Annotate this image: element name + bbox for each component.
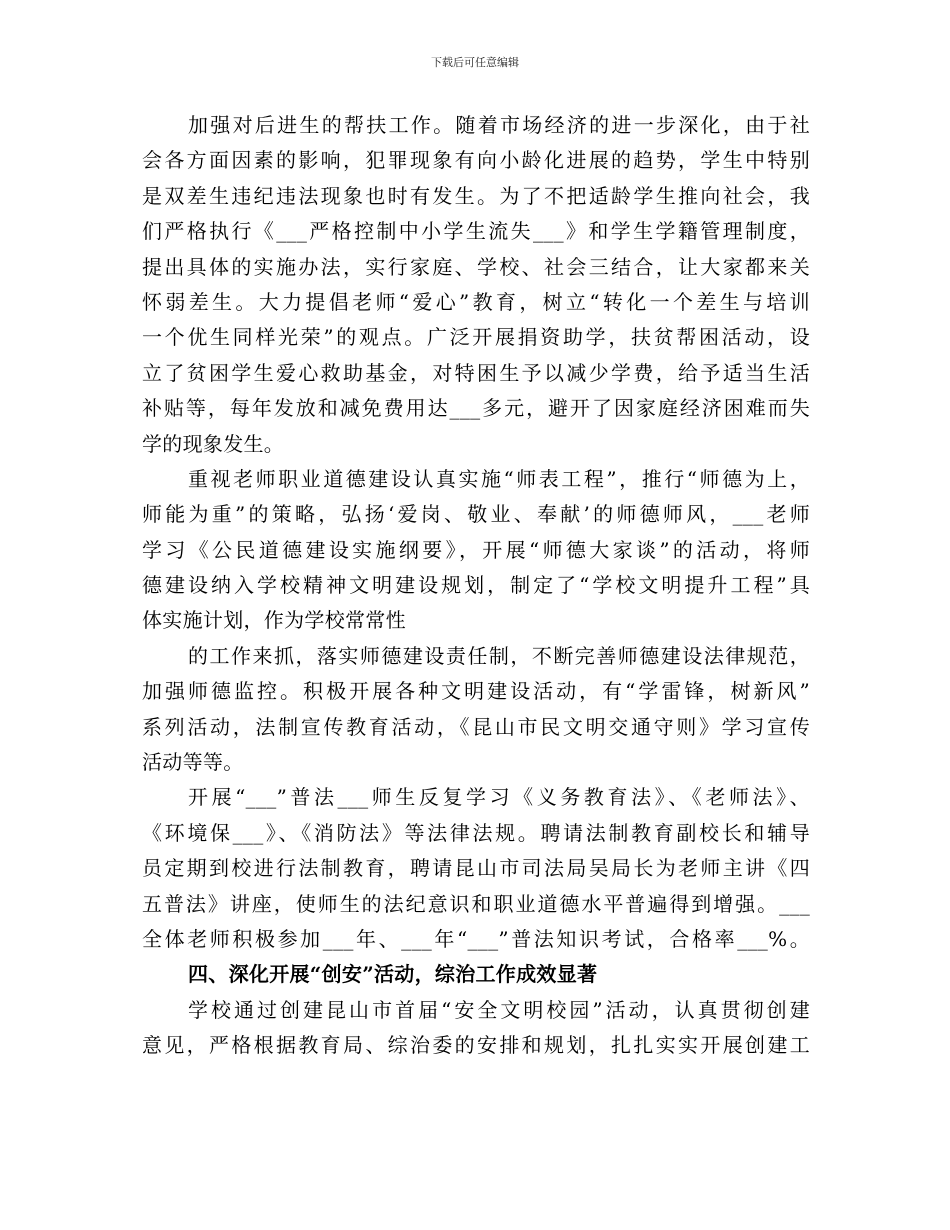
text-line: 体实施计划，作为学校常常性 [142, 608, 406, 633]
text-line: 是双差生违纪违法现象也时有发生。为了不把适龄学生推向社会，我 [142, 183, 810, 208]
text-line: 提出具体的实施办法，实行家庭、学校、社会三结合，让大家都来关 [142, 254, 810, 279]
text-line: 加强师德监控。积极开展各种文明建设活动，有“学雷锋，树新风” [142, 679, 810, 704]
text-line: 开展“___”普法___师生反复学习《义务教育法》、《老师法》、 [188, 785, 810, 810]
text-line: 加强对后进生的帮扶工作。随着市场经济的进一步深化，由于社 [188, 113, 810, 137]
text-line: 们严格执行《___严格控制中小学生流失___》和学生学籍管理制度， [142, 219, 810, 244]
page-header: 下载后可任意编辑 [431, 56, 519, 69]
text-line: 的工作来抓，落实师德建设责任制，不断完善师德建设法律规范， [188, 643, 810, 668]
text-line: 师能为重”的策略，弘扬‘爱岗、敬业、奉献’的师德师风，___老师 [142, 502, 810, 527]
text-line: 补贴等，每年发放和减免费用达___多元，避开了因家庭经济困难而失 [142, 396, 810, 421]
text-line: 活动等等。 [142, 750, 244, 775]
text-line: 意见，严格根据教育局、综治委的安排和规划，扎扎实实开展创建工 [142, 1033, 810, 1058]
text-line: 会各方面因素的影响，犯罪现象有向小龄化进展的趋势，学生中特别 [142, 148, 810, 173]
text-line: 五普法》讲座，使师生的法纪意识和职业道德水平普遍得到增强。___ [142, 891, 810, 916]
text-line: 一个优生同样光荣”的观点。广泛开展捐资助学，扶贫帮困活动，设 [142, 325, 810, 350]
section-heading: 四、深化开展“创安”活动，综治工作成效显著 [188, 962, 598, 987]
text-line: 德建设纳入学校精神文明建设规划，制定了“学校文明提升工程”具 [142, 573, 810, 598]
text-line: 立了贫困学生爱心救助基金，对特困生予以减少学费，给予适当生活 [142, 360, 810, 385]
text-line: 重视老师职业道德建设认真实施“师表工程”，推行“师德为上， [188, 466, 810, 491]
text-line: 怀弱差生。大力提倡老师“爱心”教育，树立“转化一个差生与培训 [142, 289, 810, 314]
text-line: 学习《公民道德建设实施纲要》，开展“师德大家谈”的活动，将师 [142, 537, 810, 562]
text-line: 员定期到校进行法制教育，聘请昆山市司法局吴局长为老师主讲《四 [142, 856, 810, 881]
text-line: 全体老师积极参加___年、___年“___”普法知识考试，合格率___%。 [142, 926, 810, 951]
text-line: 学校通过创建昆山市首届“安全文明校园”活动，认真贯彻创建 [188, 997, 810, 1022]
text-line: 《环境保___》、《消防法》等法律法规。聘请法制教育副校长和辅导 [142, 820, 810, 845]
document-body [142, 108, 810, 1064]
text-line: 学的现象发生。 [142, 431, 285, 456]
text-line: 系列活动，法制宣传教育活动，《昆山市民文明交通守则》学习宣传 [142, 714, 810, 739]
